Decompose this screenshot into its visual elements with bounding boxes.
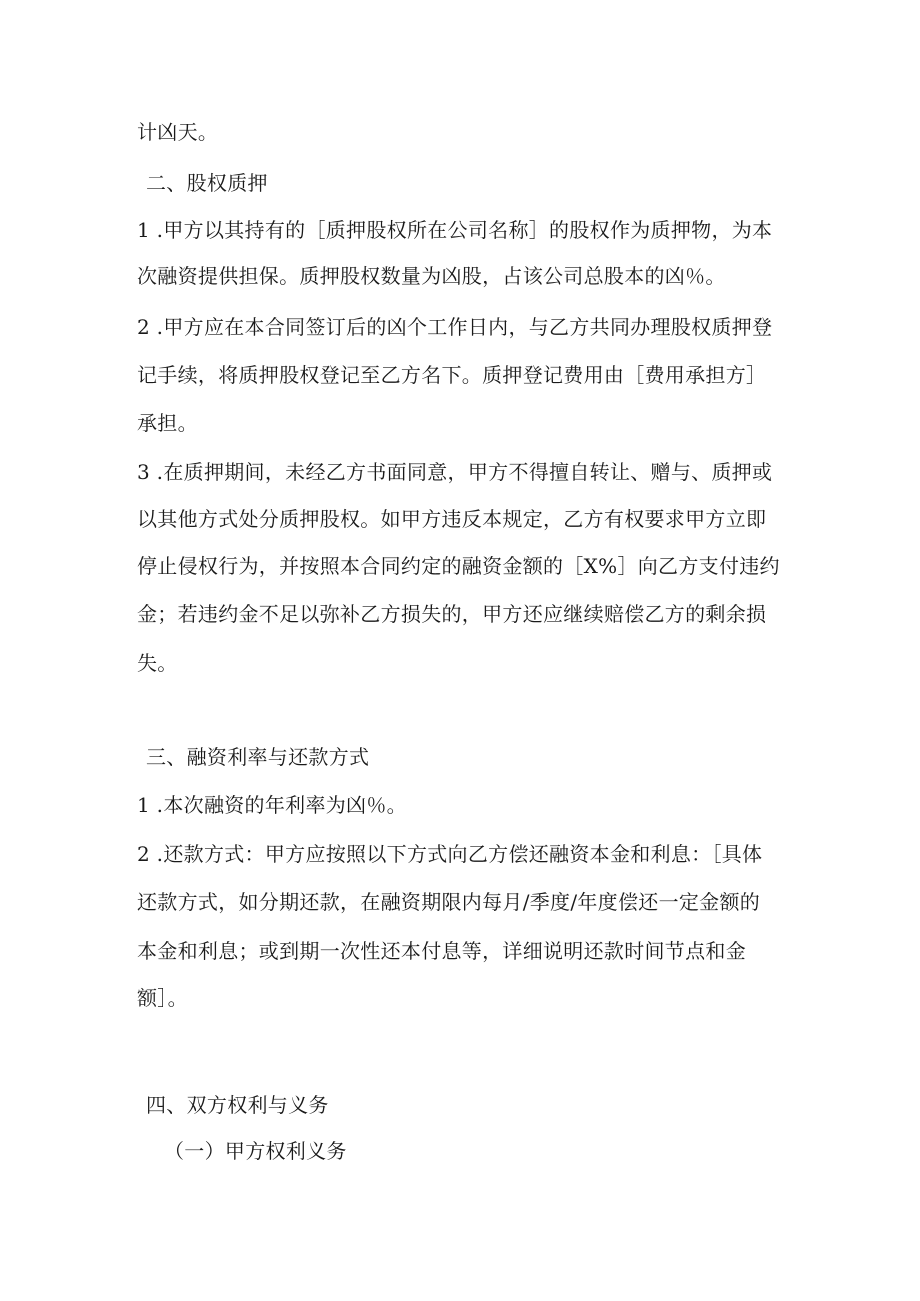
text-line: 失。: [137, 651, 178, 675]
section-heading: 四、双方权利与义务: [146, 1093, 329, 1117]
text-line: 以其他方式处分质押股权。如甲方违反本规定，乙方有权要求甲方立即: [137, 507, 767, 531]
text-line: 1 .本次融资的年利率为凶％。: [137, 793, 407, 817]
subsection-heading: （一）甲方权利义务: [164, 1139, 347, 1163]
text-line: 2 .甲方应在本合同签订后的凶个工作日内，与乙方共同办理股权质押登: [137, 315, 773, 339]
text-line: 1 .甲方以其持有的［质押股权所在公司名称］的股权作为质押物，为本: [137, 218, 773, 242]
text-line: 额］。: [137, 986, 188, 1010]
text-line: 3 .在质押期间，未经乙方书面同意，甲方不得擅自转让、赠与、质押或: [137, 460, 773, 484]
text-line: 次融资提供担保。质押股权数量为凶股，占该公司总股本的凶％。: [137, 264, 726, 288]
text-line: 计凶天。: [137, 120, 219, 144]
text-line: 本金和利息；或到期一次性还本付息等，详细说明还款时间节点和金: [137, 939, 746, 963]
text-line: 停止侵权行为，并按照本合同约定的融资金额的［X%］向乙方支付违约: [137, 554, 780, 578]
section-heading: 二、股权质押: [146, 171, 268, 195]
text-line: 还款方式，如分期还款，在融资期限内每月/季度/年度偿还一定金额的: [137, 890, 761, 914]
text-line: 2 .还款方式：甲方应按照以下方式向乙方偿还融资本金和利息：［具体: [137, 842, 763, 866]
text-line: 记手续，将质押股权登记至乙方名下。质押登记费用由［费用承担方］: [137, 363, 767, 387]
text-line: 金；若违约金不足以弥补乙方损失的，甲方还应继续赔偿乙方的剩余损: [137, 602, 767, 626]
section-heading: 三、融资利率与还款方式: [146, 745, 370, 769]
text-line: 承担。: [137, 411, 198, 435]
